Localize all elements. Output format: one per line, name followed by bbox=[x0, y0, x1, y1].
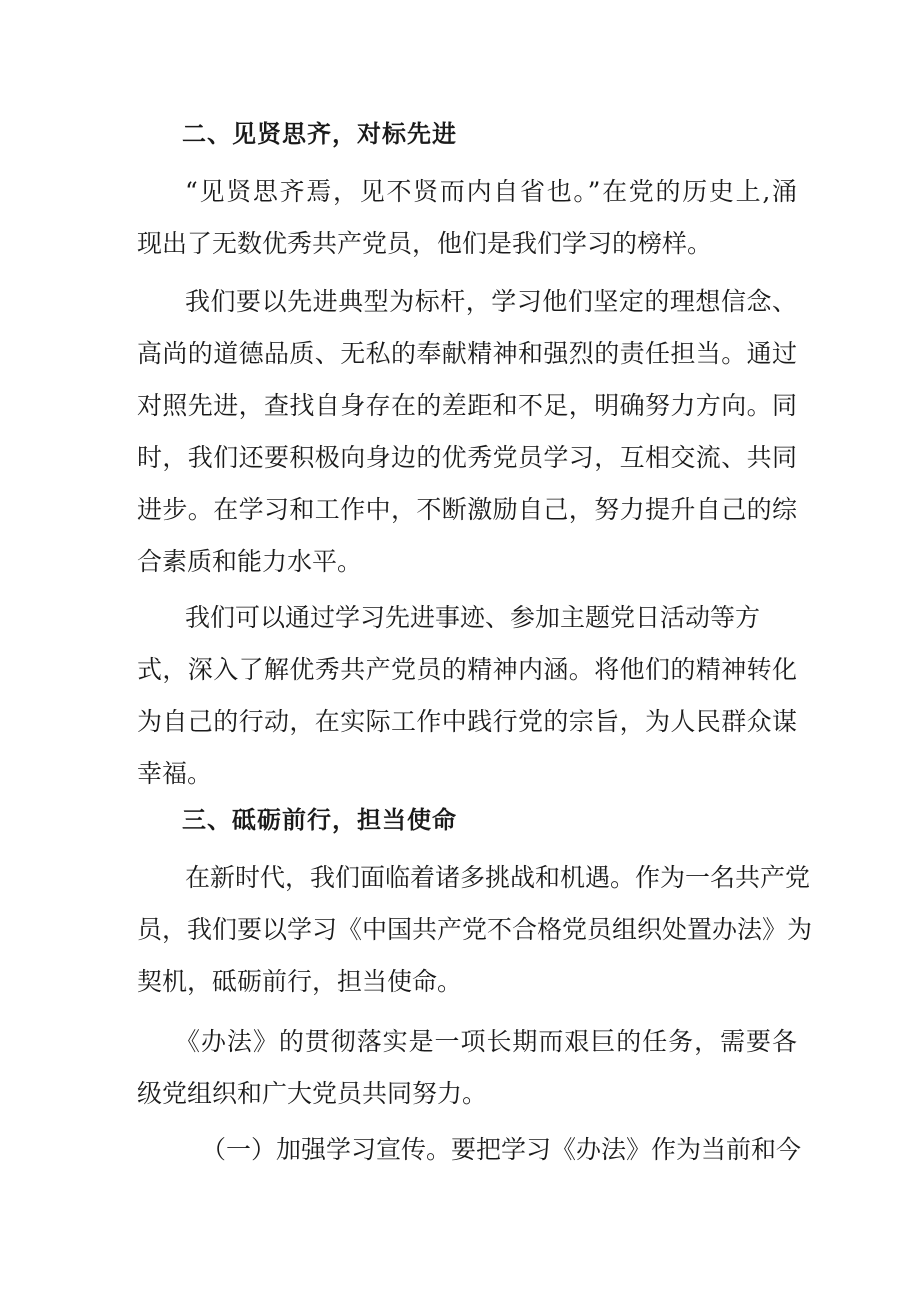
paragraph-line: 级党组织和广大党员共同努力。 bbox=[137, 1079, 488, 1108]
paragraph-study-promotion bbox=[137, 1124, 802, 1176]
paragraph-new-era bbox=[137, 852, 813, 1008]
paragraph-line: 为自己的行动，在实际工作中践行党的宗旨，为人民群众谋 bbox=[137, 707, 797, 736]
paragraph-line: 式，深入了解优秀共产党员的精神内涵。将他们的精神转化 bbox=[137, 655, 797, 684]
paragraph-measures bbox=[137, 1016, 797, 1120]
paragraph-line: 高尚的道德品质、无私的奉献精神和强烈的责任担当。通过 bbox=[137, 339, 797, 368]
paragraph-line: 我们要以先进典型为标杆，学习他们坚定的理想信念、 bbox=[185, 287, 797, 316]
paragraph-line: 进步。在学习和工作中，不断激励自己，努力提升自己的综 bbox=[137, 495, 797, 524]
paragraph-line: 《办法》的贯彻落实是一项长期而艰巨的任务，需要各 bbox=[175, 1027, 797, 1056]
paragraph-line: 我们可以通过学习先进事迹、参加主题党日活动等方 bbox=[185, 603, 761, 632]
paragraph-line: 时，我们还要积极向身边的优秀党员学习，互相交流、共同 bbox=[137, 443, 797, 472]
paragraph-line: 契机，砥砺前行，担当使命。 bbox=[137, 967, 463, 996]
paragraph-quote bbox=[137, 166, 797, 270]
paragraph-line: 对照先进，查找自身存在的差距和不足，明确努力方向。同 bbox=[137, 391, 797, 420]
section-heading-2: 二、见贤思齐，对标先进 bbox=[182, 119, 457, 148]
paragraph-line: 员，我们要以学习《中国共产党不合格党员组织处置办法》为 bbox=[137, 915, 813, 944]
paragraph-line: “见贤思齐焉，见不贤而内自省也。”在党的历史上,涌 bbox=[185, 177, 797, 206]
paragraph-line: 幸福。 bbox=[137, 759, 213, 788]
paragraph-line: 合素质和能力水平。 bbox=[137, 547, 363, 576]
paragraph-methods bbox=[137, 592, 797, 800]
paragraph-line: 在新时代，我们面临着诸多挑战和机遇。作为一名共产党 bbox=[185, 863, 811, 892]
section-heading-3: 三、砥砺前行，担当使命 bbox=[182, 805, 457, 834]
paragraph-line: （一）加强学习宣传。要把学习《办法》作为当前和今 bbox=[201, 1135, 802, 1164]
paragraph-benchmark bbox=[137, 276, 797, 588]
paragraph-line: 现出了无数优秀共产党员，他们是我们学习的榜样。 bbox=[137, 229, 713, 258]
